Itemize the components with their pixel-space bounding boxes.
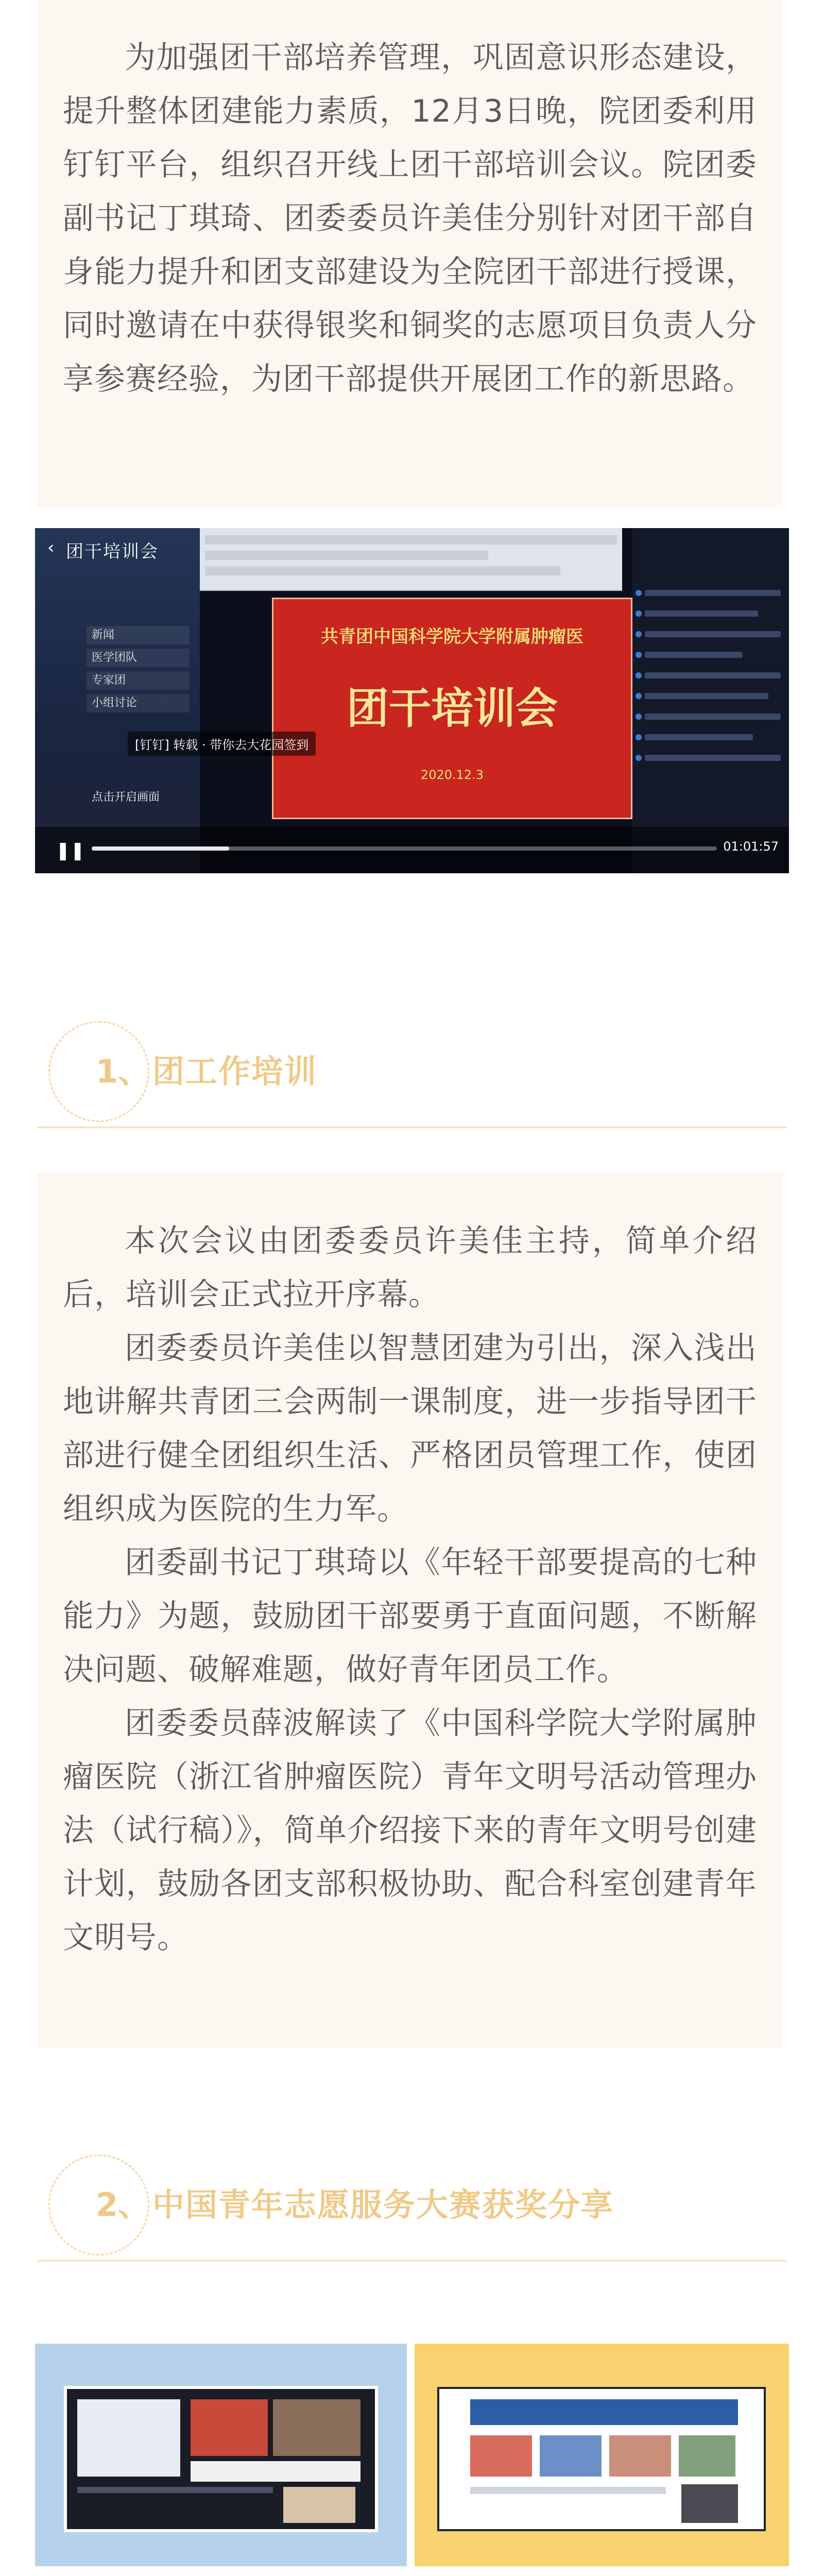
video-controls	[35, 827, 789, 873]
play-icon[interactable]: ❚❚	[56, 840, 85, 861]
award-photo-right	[415, 2344, 789, 2566]
section-number: 1、	[96, 1053, 150, 1090]
video-list-item[interactable]: 医学团队	[87, 649, 190, 667]
training-paragraph: 本次会议由团委委员许美佳主持，简单介绍后，培训会正式拉开序幕。	[63, 1223, 757, 1313]
ppt-toolbar	[200, 528, 622, 591]
chat-panel	[632, 528, 789, 873]
slide-date: 2020.12.3	[420, 768, 484, 782]
video-progress-bar[interactable]	[92, 846, 717, 851]
video-caption-secondary: 点击开启画面	[92, 791, 160, 804]
training-paragraph: 团委副书记丁琪琦以《年轻干部要提高的七种能力》为题，鼓励团干部要勇于直面问题，不断解决问题、破解难题，做好青年团员工作。	[63, 1545, 757, 1688]
video-caption: [钉钉] 转载 · 带你去大花园签到	[128, 732, 316, 756]
ppt-slide	[272, 598, 632, 819]
video-title: 团干培训会	[66, 541, 159, 562]
training-paragraph: 团委委员薛波解读了《中国科学院大学附属肿瘤医院（浙江省肿瘤医院）青年文明号活动管理办法（试行稿）》，简单介绍接下来的青年文明号创建计划，鼓励各团支部积极协助、配合科室创建青年文明号。	[63, 1705, 757, 1956]
section-header-training	[37, 1015, 787, 1128]
back-icon[interactable]: ‹	[47, 537, 55, 558]
section-number: 2、	[96, 2186, 150, 2224]
video-time: 01:01:57	[723, 839, 779, 854]
section-divider	[37, 1126, 787, 1128]
intro-card	[37, 0, 783, 507]
video-list-item[interactable]: 专家团	[87, 671, 190, 690]
video-list-item[interactable]: 新闻	[87, 626, 190, 645]
section-header-award	[37, 2148, 787, 2262]
meeting-video[interactable]	[35, 528, 789, 873]
shared-screen-right	[439, 2389, 764, 2529]
training-card	[37, 1172, 783, 2048]
video-side-list	[87, 626, 190, 717]
section-title: 团工作培训	[152, 1053, 318, 1090]
section-divider	[37, 2260, 787, 2262]
intro-paragraph: 为加强团干部培养管理，巩固意识形态建设，提升整体团建能力素质，12月3日晚，院团委利用钉钉平台，组织召开线上团干部培训会议。院团委副书记丁琪琦、团委委员许美佳分别针对团干部自身能力提升和团支部建设为全院团干部进行授课，同时邀请在中获得银奖和铜奖的志愿项目负责人分享参赛经验，为团干部提供开展团工作的新思路。	[63, 40, 757, 397]
slide-organization: 共青团中国科学院大学附属肿瘤医	[321, 626, 583, 647]
video-progress-fill	[92, 846, 229, 851]
shared-screen-left	[67, 2389, 375, 2529]
training-paragraph: 团委委员许美佳以智慧团建为引出，深入浅出地讲解共青团三会两制一课制度，进一步指导团干部进行健全团组织生活、严格团员管理工作，使团组织成为医院的生力军。	[63, 1330, 757, 1527]
video-list-item[interactable]: 小组讨论	[87, 694, 190, 713]
award-photo-left	[35, 2344, 407, 2566]
section-title: 中国青年志愿服务大赛获奖分享	[152, 2186, 614, 2224]
slide-title: 团干培训会	[346, 684, 558, 733]
